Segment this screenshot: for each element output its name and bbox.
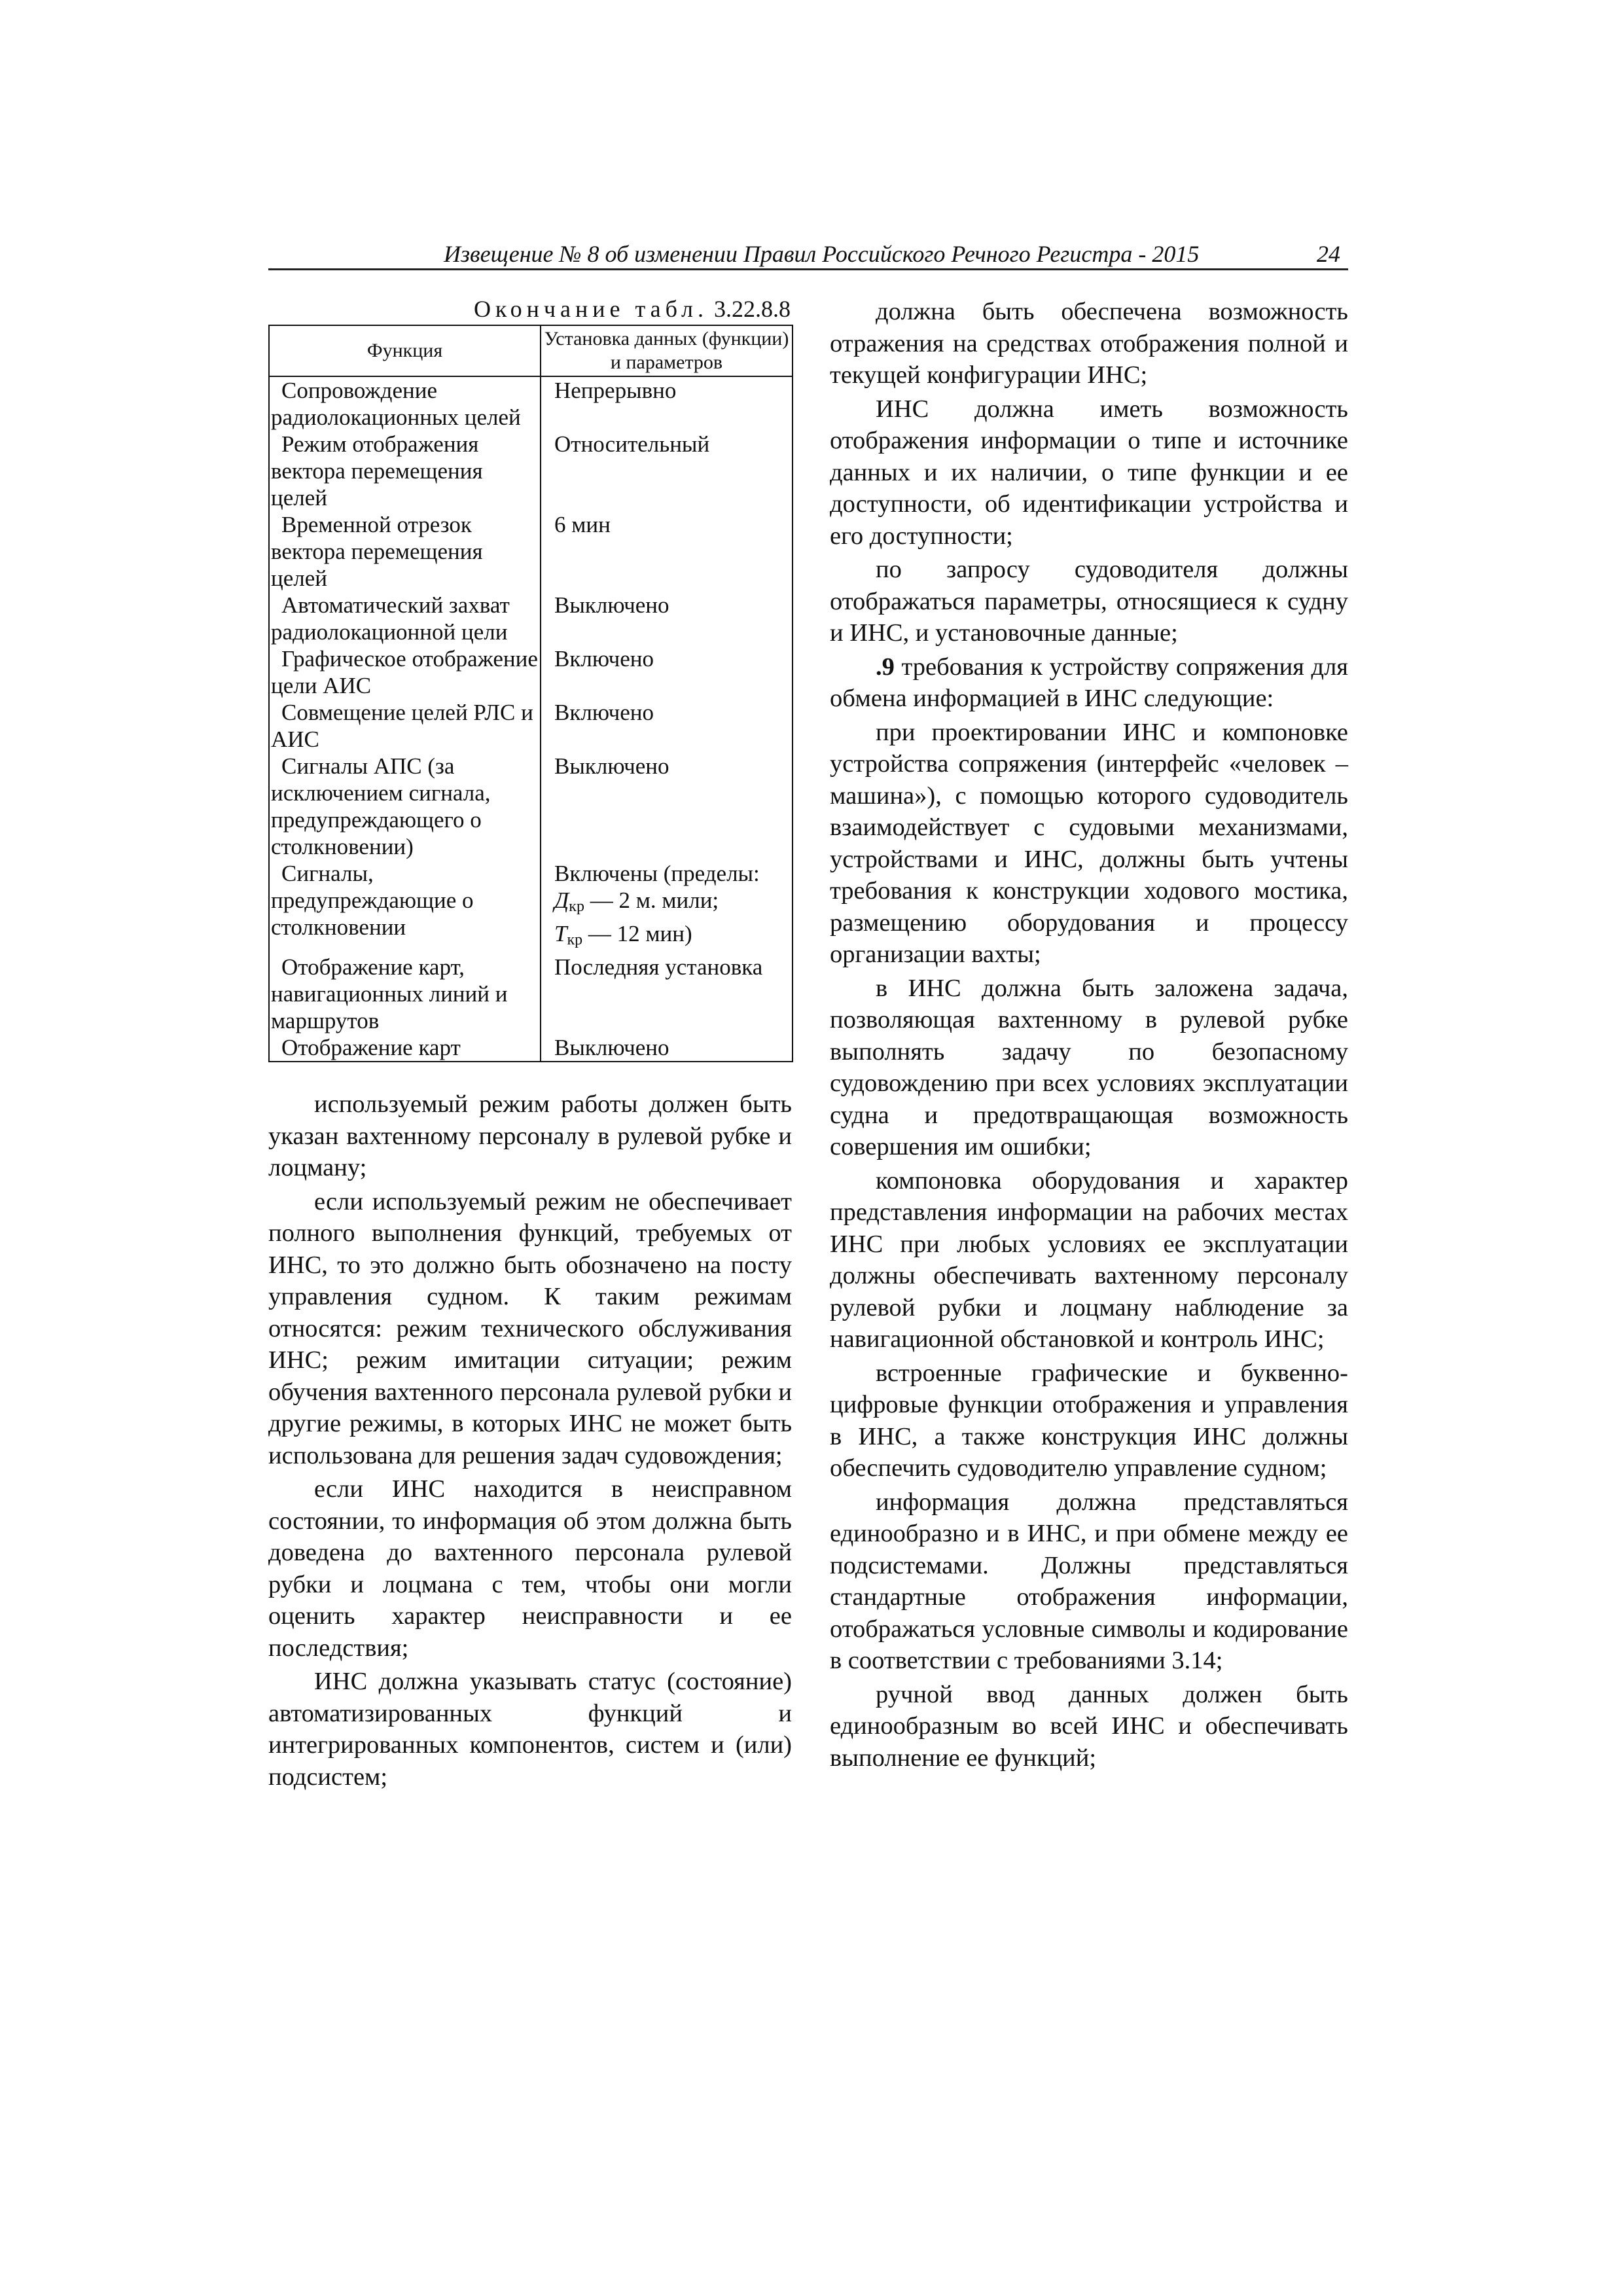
paragraph: ручной ввод данных должен быть единообразным во всей ИНС и обеспечивать выполнение ее функций;	[830, 1680, 1348, 1772]
time-symbol: Т	[554, 921, 567, 946]
paragraph: используемый режим работы должен быть указан вахтенному персоналу в рулевой рубке и лоцману;	[268, 1090, 792, 1181]
table-caption	[268, 296, 792, 322]
collision-limits-line1: Включены (пределы:	[554, 861, 760, 886]
table-cell-function: Сопровождение радиолокационных целей	[271, 378, 521, 430]
distance-subscript: кр	[569, 898, 584, 915]
page-number: 24	[1317, 241, 1340, 267]
paragraph: ИНС должна указывать статус (состояние) автоматизированных функций и интегрированных компонентов, систем и (или) подсистем;	[268, 1668, 792, 1791]
table-cell-value: Выключено	[541, 753, 793, 860]
table-cell-function: Графическое отображение цели АИС	[271, 646, 538, 698]
table-cell-value: Относительный	[541, 431, 793, 511]
page-header	[268, 240, 1348, 270]
table-cell-value: Включено	[541, 645, 793, 699]
table-cell-value: Выключено	[541, 592, 793, 645]
paragraph: встроенные графические и буквенно-цифровые функции отображения и управления в ИНС, а также конструкция ИНС должны обеспечить судоводителю управление судном;	[830, 1359, 1348, 1482]
settings-table	[268, 325, 793, 1062]
table-cell-function: Временной отрезок вектора перемещения целей	[271, 512, 483, 591]
header-title: Извещение № 8 об изменении Правил Российского Речного Регистра - 2015	[444, 241, 1200, 267]
paragraph: при проектировании ИНС и компоновке устройства сопряжения (интерфейс «человек – машина»), с помощью которого судоводитель взаимодействует с судовыми механизмами, устройствами и ИНС, должны быть учтены требования к конструкции ходового мостика, размещению оборудования и процессу организации вахты;	[830, 718, 1348, 968]
table-cell-function: Совмещение целей РЛС и АИС	[271, 700, 533, 752]
table-cell-value	[541, 860, 793, 954]
table-row	[269, 1034, 793, 1062]
paragraph: в ИНС должна быть заложена задача, позволяющая вахтенному в рулевой рубке выполнять задачу по безопасному судовождению при всех условиях эксплуатации судна и предотвращающая возможность совершения им ошибки;	[830, 974, 1348, 1160]
paragraph: если используемый режим не обеспечивает полного выполнения функций, требуемых от ИНС, то это должно быть обозначено на посту управления судном. К таким режимам относятся: режим технического обслуживания ИНС; режим имитации ситуации; режим обучения вахтенного персонала рулевой рубки и другие режимы, в которых ИНС не может быть использована для решения задач судовождения;	[268, 1187, 792, 1469]
table-row	[269, 699, 793, 753]
time-limit: — 12 мин)	[582, 921, 692, 946]
table-cell-function: Автоматический захват радиолокационной цели	[271, 592, 510, 645]
paragraph: ИНС должна иметь возможность отображения информации о типе и источнике данных и их наличии, о типе функции и ее доступности, об идентификации устройства и его доступности;	[830, 395, 1348, 550]
right-column	[830, 296, 1348, 1774]
table-cell-value: Последняя установка	[541, 954, 793, 1034]
table-cell-value: 6 мин	[541, 511, 793, 592]
paragraph: по запросу судоводителя должны отображаться параметры, относящиеся к судну и ИНС, и установочные данные;	[830, 556, 1348, 647]
item-9-paragraph	[830, 651, 1348, 715]
table-cell-value: Включено	[541, 699, 793, 753]
distance-limit: — 2 м. мили;	[584, 888, 719, 913]
table-cell-function: Сигналы, предупреждающие о столкновении	[271, 861, 474, 940]
paragraph: информация должна представляться единообразно и в ИНС, и при обмене между ее подсистемами. Должны представляться стандартные отображения информации, отображаться условные символы и кодирование в соответствии с требованиями 3.14;	[830, 1488, 1348, 1674]
table-row	[269, 376, 793, 431]
table-row	[269, 954, 793, 1034]
time-subscript: кр	[567, 931, 583, 948]
table-row	[269, 511, 793, 592]
table-row	[269, 860, 793, 954]
left-column	[268, 296, 792, 1793]
table-row	[269, 645, 793, 699]
table-cell-function: Отображение карт	[281, 1035, 461, 1060]
item-9-text: требования к устройству сопряжения для обмена информацией в ИНС следующие:	[830, 653, 1348, 712]
table-header-row	[269, 325, 793, 376]
table-header-function: Функция	[269, 325, 541, 376]
item-9-number: .9	[876, 653, 895, 681]
table-cell-function: Режим отображения вектора перемещения целей	[271, 431, 483, 511]
distance-symbol: Д	[554, 888, 569, 913]
paragraph: компоновка оборудования и характер представления информации на рабочих местах ИНС при любых условиях ее эксплуатации должны обеспечивать вахтенному персоналу рулевой рубки и лоцману наблюдение за навигационной обстановкой и контроль ИНС;	[830, 1166, 1348, 1353]
table-cell-function: Отображение карт, навигационных линий и маршрутов	[271, 954, 508, 1033]
table-header-settings: Установка данных (функции) и параметров	[541, 325, 793, 376]
table-row	[269, 431, 793, 511]
table-cell-value: Выключено	[541, 1034, 793, 1062]
table-row	[269, 753, 793, 860]
table-row	[269, 592, 793, 645]
paragraph: если ИНС находится в неисправном состоянии, то информация об этом должна быть доведена до вахтенного персонала рулевой рубки и лоцмана с тем, чтобы они могли оценить характер неисправности и ее последствия;	[268, 1475, 792, 1662]
table-cell-function: Сигналы АПС (за исключением сигнала, предупреждающего о столкновении)	[271, 753, 491, 859]
table-cell-value: Непрерывно	[541, 376, 793, 431]
table-caption-word: Окончание табл.	[473, 296, 708, 322]
table-caption-number: 3.22.8.8	[714, 296, 791, 322]
paragraph: должна быть обеспечена возможность отражения на средствах отображения полной и текущей конфигурации ИНС;	[830, 298, 1348, 389]
